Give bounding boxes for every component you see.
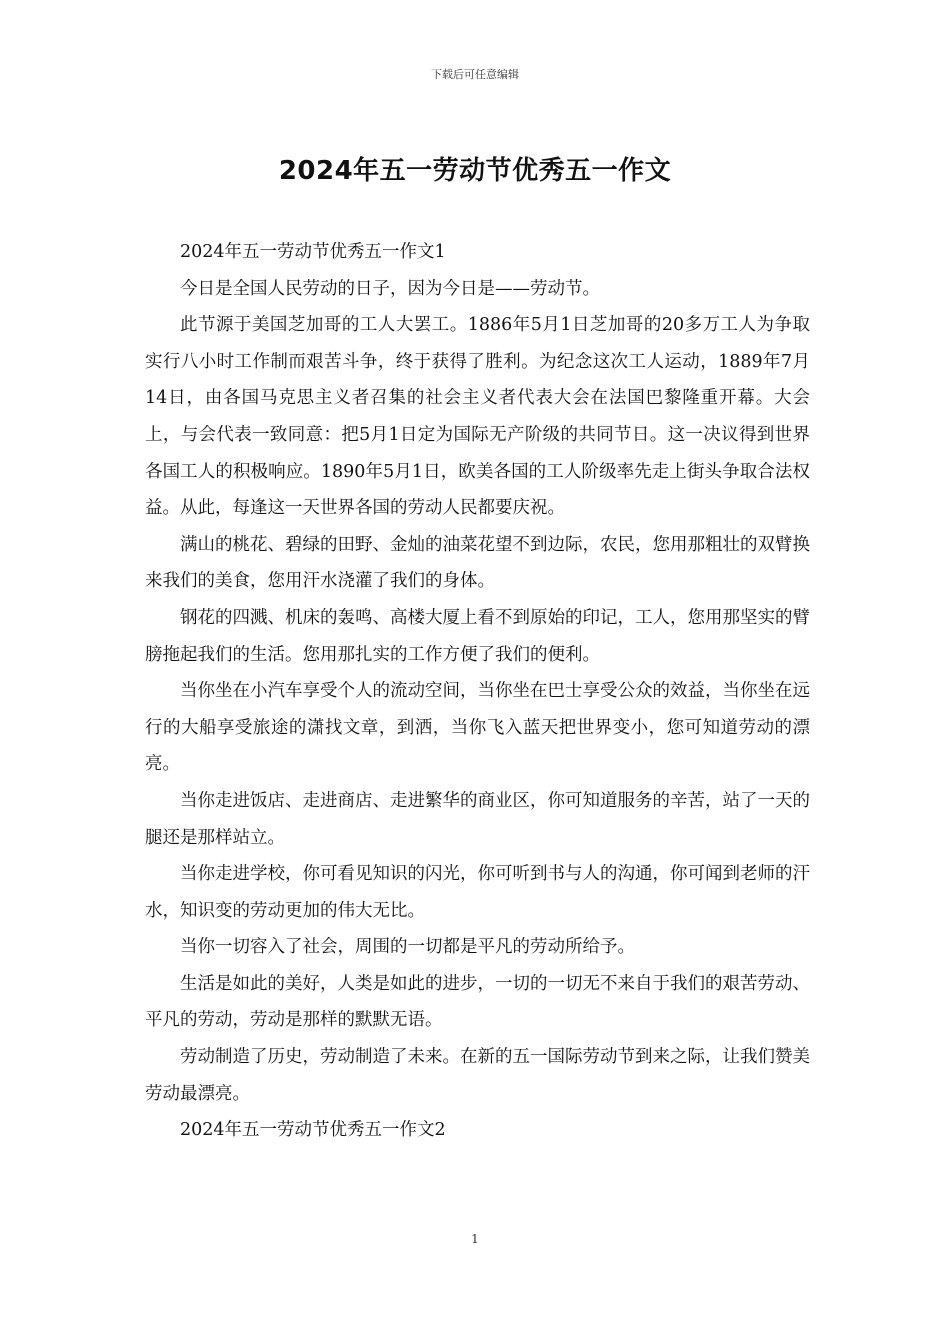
paragraph: 劳动制造了历史，劳动制造了未来。在新的五一国际劳动节到来之际，让我们赞美劳动最漂亮。: [145, 1047, 810, 1104]
paragraph: 此节源于美国芝加哥的工人大罢工。1886年5月1日芝加哥的20多万工人为争取实行八小时工作制而艰苦斗争，终于获得了胜利。为纪念这次工人运动，1889年7月14日，由各国马克思主义者召集的社会主义者代表大会在法国巴黎隆重开幕。大会上，与会代表一致同意：把5月1日定为国际无产阶级的共同节日。这一决议得到世界各国工人的积极响应。1890年5月1日，欧美各国的工人阶级率先走上街头争取合法权益。从此，每逢这一天世界各国的劳动人民都要庆祝。: [145, 315, 810, 519]
section-heading-2: 2024年五一劳动节优秀五一作文2: [180, 1120, 446, 1141]
page-number: 1: [471, 1232, 479, 1246]
paragraph: 当你走进饭店、走进商店、走进繁华的商业区，你可知道服务的辛苦，站了一天的腿还是那样站立。: [145, 790, 810, 848]
paragraph: 当你坐在小汽车享受个人的流动空间，当你坐在巴士享受公众的效益，当你坐在远行的大船享受旅途的潇找文章，到洒，当你飞入蓝天把世界变小，您可知道劳动的漂亮。: [145, 681, 810, 775]
paragraph: 当你走进学校，你可看见知识的闪光，你可听到书与人的沟通，你可闻到老师的汗水，知识变的劳动更加的伟大无比。: [145, 864, 810, 921]
document-title: 2024年五一劳动节优秀五一作文: [278, 156, 672, 186]
paragraph: 当你一切容入了社会，周围的一切都是平凡的劳动所给予。: [180, 937, 635, 958]
page-header: 下载后可任意编辑: [431, 68, 519, 81]
paragraph: 今日是全国人民劳动的日子，因为今日是——劳动节。: [180, 278, 600, 299]
paragraph: 生活是如此的美好，人类是如此的进步，一切的一切无不来自于我们的艰苦劳动、平凡的劳动，劳动是那样的默默无语。: [145, 973, 810, 1031]
section-heading-1: 2024年五一劳动节优秀五一作文1: [180, 242, 446, 262]
paragraph: 钢花的四溅、机床的轰鸣、高楼大厦上看不到原始的印记，工人，您用那坚实的臂膀拖起我们的生活。您用那扎实的工作方便了我们的便利。: [145, 607, 810, 665]
document-body: [145, 234, 810, 1149]
paragraph: 满山的桃花、碧绿的田野、金灿的油菜花望不到边际，农民，您用那粗壮的双臂换来我们的美食，您用汗水浇灌了我们的身体。: [145, 534, 810, 592]
